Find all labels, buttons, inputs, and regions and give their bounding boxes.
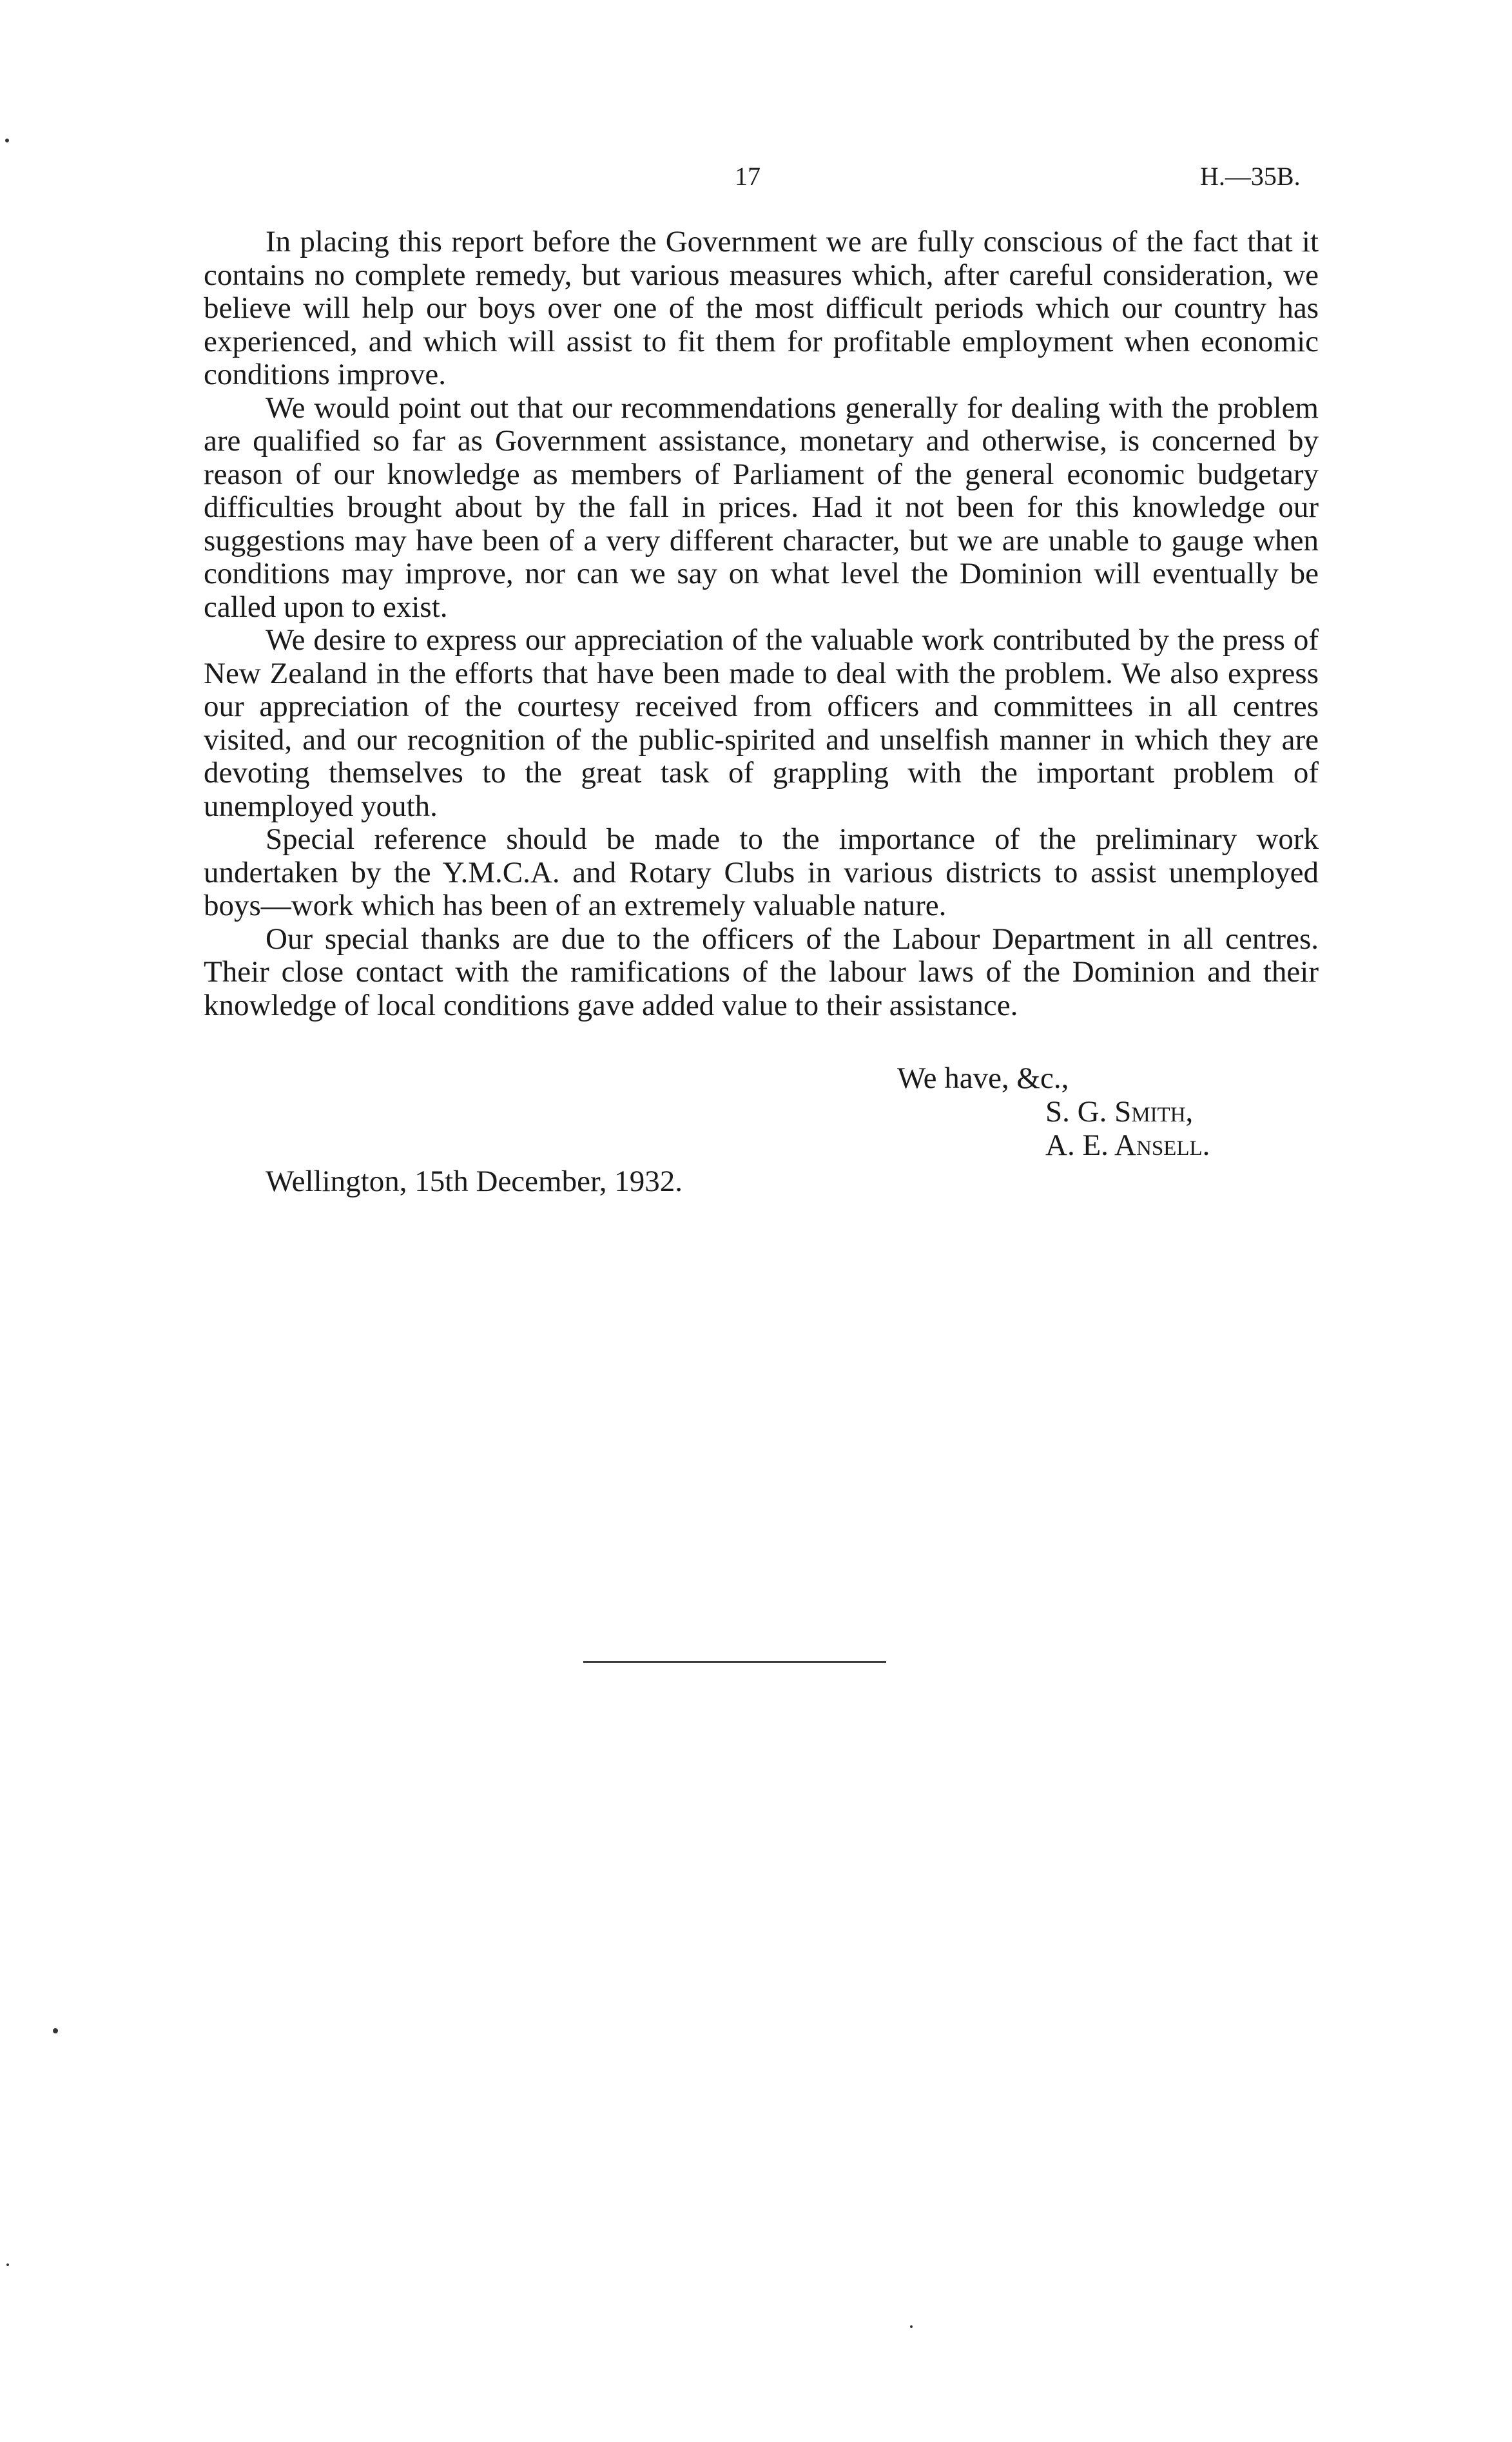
paragraph-5: Our special thanks are due to the officers of the Labour Department in all centres. Their close contact with the ramifications of the labour laws of the Dominion and their knowledge of local conditions gave added value to their assistance. xyxy=(204,922,1319,1022)
scan-speck xyxy=(6,2263,9,2266)
scan-speck xyxy=(5,139,9,142)
salutation: We have, &c., xyxy=(897,1061,1069,1095)
paragraph-3: We desire to express our appreciation of the valuable work contributed by the press of New Zealand in the efforts that have been made to deal with the problem. We also express our appreciation of the courtesy received from officers and committees in all centres visited, and our recognition of the public-spirited and unselfish manner in which they are devoting themselves to the great task of grappling with the important problem of unemployed youth. xyxy=(204,623,1319,823)
signatory-smith: S. G. Smith, xyxy=(1045,1095,1194,1129)
paragraph-1: In placing this report before the Government we are fully conscious of the fact that it contains no complete remedy, but various measures which, after careful consideration, we believe will help our boys over one of the most difficult periods which our country has experienced, and which will assist to fit them for profitable employment when economic conditions improve. xyxy=(204,225,1319,391)
section-divider xyxy=(583,1661,886,1663)
paragraph-4: Special reference should be made to the importance of the preliminary work undertaken by the Y.M.C.A. and Rotary Clubs in various districts to assist unemployed boys—work which has been of an extremely valuable nature. xyxy=(204,822,1319,922)
scan-speck xyxy=(53,2028,58,2033)
signatory-ansell: A. E. Ansell. xyxy=(1045,1129,1210,1162)
report-body xyxy=(204,226,1319,1022)
document-reference: H.—35B. xyxy=(1200,162,1301,191)
page-number: 17 xyxy=(735,162,761,191)
place-and-date: Wellington, 15th December, 1932. xyxy=(266,1165,683,1198)
paragraph-2: We would point out that our recommendations generally for dealing with the problem are qualified so far as Government assistance, monetary and otherwise, is concerned by reason of our knowledge as members of Parliament of the general economic budgetary difficulties brought about by the fall in prices. Had it not been for this knowledge our suggestions may have been of a very different character, but we are unable to gauge when conditions may improve, nor can we say on what level the Dominion will eventually be called upon to exist. xyxy=(204,391,1319,624)
scan-speck xyxy=(910,2325,913,2328)
